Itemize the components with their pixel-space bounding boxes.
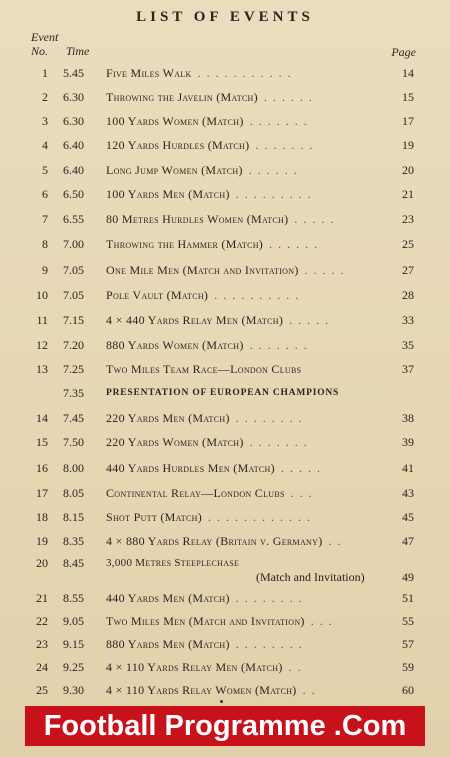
event-name: One Mile Men (Match and Invitation) ..... <box>106 263 350 277</box>
event-page: 17 <box>402 114 414 128</box>
event-time: 7.05 <box>63 288 84 302</box>
event-name: 4 × 110 Yards Relay Women (Match) .. <box>106 683 321 697</box>
page-header: Page <box>391 45 416 59</box>
event-time: 8.05 <box>63 486 84 500</box>
event-name: Throwing the Hammer (Match) ...... <box>106 237 324 251</box>
watermark-banner: Football Programme .Com <box>25 706 425 746</box>
event-header: Event <box>31 30 59 44</box>
event-name: 100 Yards Men (Match) ......... <box>106 187 317 201</box>
event-time: 6.30 <box>63 114 84 128</box>
event-number: 10 <box>36 288 48 302</box>
event-page: 15 <box>402 90 414 104</box>
event-time: 6.55 <box>63 212 84 226</box>
event-row <box>0 309 450 331</box>
event-name: 120 Yards Hurdles (Match) ....... <box>106 138 319 152</box>
presentation-row <box>0 382 450 404</box>
event-time: 6.50 <box>63 187 84 201</box>
event-row <box>0 407 450 429</box>
event-page: 59 <box>402 660 414 674</box>
time-header: Time <box>66 44 90 58</box>
event-row <box>0 159 450 181</box>
event-page: 14 <box>402 66 414 80</box>
event-number: 19 <box>36 534 48 548</box>
event-name: 880 Yards Women (Match) ....... <box>106 338 313 352</box>
event-number: 9 <box>42 263 48 277</box>
event-time: 7.15 <box>63 313 84 327</box>
event-page: 57 <box>402 637 414 651</box>
event-name: 4 × 110 Yards Relay Men (Match) .. <box>106 660 307 674</box>
event-number: 4 <box>42 138 48 152</box>
event-name: 3,000 Metres Steeplechase <box>106 557 240 569</box>
event-page: 45 <box>402 510 414 524</box>
event-page: 55 <box>402 614 414 628</box>
event-page: 39 <box>402 435 414 449</box>
event-number: 13 <box>36 362 48 376</box>
event-time: 7.25 <box>63 362 84 376</box>
event-page: 35 <box>402 338 414 352</box>
event-row <box>0 610 450 632</box>
event-number: 8 <box>42 237 48 251</box>
event-page: 33 <box>402 313 414 327</box>
event-time: 8.35 <box>63 534 84 548</box>
event-row <box>0 679 450 701</box>
event-number: 21 <box>36 591 48 605</box>
event-name: Shot Putt (Match) ............ <box>106 510 316 524</box>
event-name: 220 Yards Women (Match) ....... <box>106 435 313 449</box>
event-row <box>0 457 450 479</box>
event-row <box>0 110 450 132</box>
event-row <box>0 530 450 552</box>
event-row <box>0 284 450 306</box>
event-page: 21 <box>402 187 414 201</box>
event-name: 440 Yards Hurdles Men (Match) ..... <box>106 461 326 475</box>
event-number: 14 <box>36 411 48 425</box>
presentation-label: PRESENTATION OF EUROPEAN CHAMPIONS <box>106 388 340 398</box>
event-name: 880 Yards Men (Match) ........ <box>106 637 308 651</box>
event-row <box>0 208 450 230</box>
event-number: 16 <box>36 461 48 475</box>
event-name: 4 × 880 Yards Relay (Britain v. Germany) .. <box>106 534 347 548</box>
event-page: 51 <box>402 591 414 605</box>
event-time: 9.15 <box>63 637 84 651</box>
event-row <box>0 86 450 108</box>
event-time: 7.20 <box>63 338 84 352</box>
event-row <box>0 506 450 528</box>
event-row <box>0 334 450 356</box>
event-time: 9.05 <box>63 614 84 628</box>
event-row <box>0 587 450 609</box>
event-time: 8.45 <box>63 556 84 570</box>
event-page: 41 <box>402 461 414 475</box>
event-time: 9.25 <box>63 660 84 674</box>
event-time: 9.30 <box>63 683 84 697</box>
event-row <box>0 633 450 655</box>
event-row <box>0 62 450 84</box>
event-time: 7.05 <box>63 263 84 277</box>
event-number: 7 <box>42 212 48 226</box>
event-number: 25 <box>36 683 48 697</box>
event-number: 5 <box>42 163 48 177</box>
event-number: 6 <box>42 187 48 201</box>
event-name-continuation: (Match and Invitation) <box>256 570 365 584</box>
event-page: 49 <box>402 570 414 584</box>
event-name: Throwing the Javelin (Match) ...... <box>106 90 318 104</box>
event-row-continuation <box>0 566 450 588</box>
event-page: 19 <box>402 138 414 152</box>
event-time: 8.00 <box>63 461 84 475</box>
event-row <box>0 431 450 453</box>
event-time: 6.40 <box>63 163 84 177</box>
event-number: 15 <box>36 435 48 449</box>
event-page: 25 <box>402 237 414 251</box>
event-page: 20 <box>402 163 414 177</box>
event-name: 440 Yards Men (Match) ........ <box>106 591 308 605</box>
event-number: 18 <box>36 510 48 524</box>
event-page: 43 <box>402 486 414 500</box>
event-number: 11 <box>36 313 48 327</box>
event-time: 7.50 <box>63 435 84 449</box>
event-page: 27 <box>402 263 414 277</box>
event-number: 23 <box>36 637 48 651</box>
event-name: 100 Yards Women (Match) ....... <box>106 114 313 128</box>
event-page: 38 <box>402 411 414 425</box>
page-title: LIST OF EVENTS <box>136 9 314 25</box>
event-name: 80 Metres Hurdles Women (Match) ..... <box>106 212 340 226</box>
event-number: 2 <box>42 90 48 104</box>
event-number: 1 <box>42 66 48 80</box>
event-time: 8.55 <box>63 591 84 605</box>
no-header: No. <box>31 44 49 58</box>
event-name: Pole Vault (Match) .......... <box>106 288 305 302</box>
event-page: 60 <box>402 683 414 697</box>
event-row <box>0 183 450 205</box>
event-row <box>0 482 450 504</box>
event-name: Two Miles Team Race—London Clubs <box>106 362 302 376</box>
event-page: 37 <box>402 362 414 376</box>
event-page: 28 <box>402 288 414 302</box>
event-number: 17 <box>36 486 48 500</box>
event-time: 7.35 <box>63 386 84 400</box>
event-row <box>0 656 450 678</box>
event-row <box>0 233 450 255</box>
event-name: 220 Yards Men (Match) ........ <box>106 411 308 425</box>
event-page: 23 <box>402 212 414 226</box>
event-number: 3 <box>42 114 48 128</box>
event-number: 22 <box>36 614 48 628</box>
event-time: 8.15 <box>63 510 84 524</box>
event-time: 6.40 <box>63 138 84 152</box>
page-ornament <box>220 700 223 703</box>
event-number: 24 <box>36 660 48 674</box>
event-row <box>0 358 450 380</box>
event-number: 12 <box>36 338 48 352</box>
event-time: 7.45 <box>63 411 84 425</box>
event-page: 47 <box>402 534 414 548</box>
event-row <box>0 259 450 281</box>
event-row <box>0 134 450 156</box>
event-name: Continental Relay—London Clubs ... <box>106 486 318 500</box>
event-name: Five Miles Walk ........... <box>106 66 297 80</box>
event-time: 7.00 <box>63 237 84 251</box>
event-time: 6.30 <box>63 90 84 104</box>
event-name: 4 × 440 Yards Relay Men (Match) ..... <box>106 313 335 327</box>
event-time: 5.45 <box>63 66 84 80</box>
event-name: Two Miles Men (Match and Invitation) ... <box>106 614 338 628</box>
event-number: 20 <box>36 556 48 570</box>
event-name: Long Jump Women (Match) ...... <box>106 163 303 177</box>
